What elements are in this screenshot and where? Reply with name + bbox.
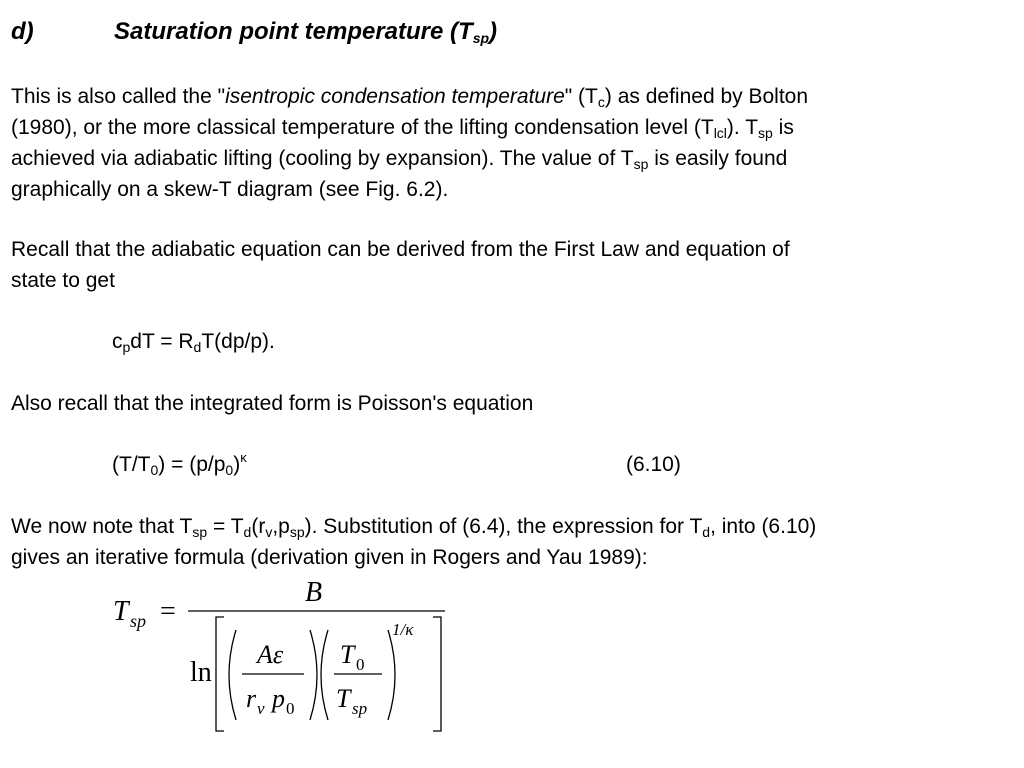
frac1-den-0: 0	[286, 699, 295, 718]
paren1-right	[310, 630, 317, 720]
para2-line1: Recall that the adiabatic equation can be derived from the First Law and equation of	[11, 238, 790, 261]
frac2-den-sp: sp	[352, 699, 368, 718]
formula-ln: ln	[190, 657, 212, 688]
equation-number: (6.10)	[626, 453, 681, 476]
para1-line1: This is also called the "isentropic condensation temperature" $(T_c)$ as defined by Bolton	[11, 85, 809, 110]
formula-lhs: T	[113, 596, 129, 627]
para1-line2: (1980), or the more classical temperature of the lifting condensation level $(T_{lcl})$. $T_{sp}$ is	[11, 116, 794, 141]
para4-line1: We now note that $T_{sp} = T_d(r_v,p_{sp})$. Substitution of (6.4), the expression for $T_d$, into (6.10)	[11, 515, 817, 540]
frac2-num-T: T	[340, 640, 355, 669]
para4-line2: gives an iterative formula (derivation given in Rogers and Yau 1989):	[11, 546, 648, 569]
right-bracket	[433, 617, 441, 731]
section-title: Saturation point temperature $(T_{sp})$	[114, 18, 498, 46]
formula-equals: =	[160, 596, 176, 627]
paren2-left	[321, 630, 328, 720]
para1-line4: graphically on a skew-T diagram (see Fig. 6.2).	[11, 178, 449, 201]
paren2-right	[388, 630, 395, 720]
frac1-den-v: v	[257, 699, 265, 718]
section-heading	[11, 18, 498, 46]
paren1-left	[229, 630, 236, 720]
formula-numerator: B	[305, 577, 323, 608]
frac1-numerator: Aε	[257, 640, 284, 669]
para2-line2: state to get	[11, 269, 115, 292]
frac2-num-0: 0	[356, 655, 365, 674]
equation-poisson: $(T/T_0) = (p/p_0)^\kappa$	[112, 450, 247, 478]
frac1-den-r: r	[246, 684, 257, 713]
para3-line1: Also recall that the integrated form is Poisson's equation	[11, 392, 534, 415]
section-label: d)	[11, 18, 34, 45]
tsp-formula	[100, 575, 460, 745]
frac1-den-p: p	[272, 684, 285, 713]
formula-lhs-sub: sp	[130, 611, 147, 631]
left-bracket	[216, 617, 224, 731]
formula-exponent: 1/κ	[392, 620, 414, 639]
frac2-den-T: T	[336, 684, 351, 713]
para1-line3: achieved via adiabatic lifting (cooling by expansion). The value of $T_{sp}$ is easily found	[11, 147, 788, 172]
equation-adiabatic: $c_pdT = R_dT(dp/p)$.	[112, 330, 275, 355]
